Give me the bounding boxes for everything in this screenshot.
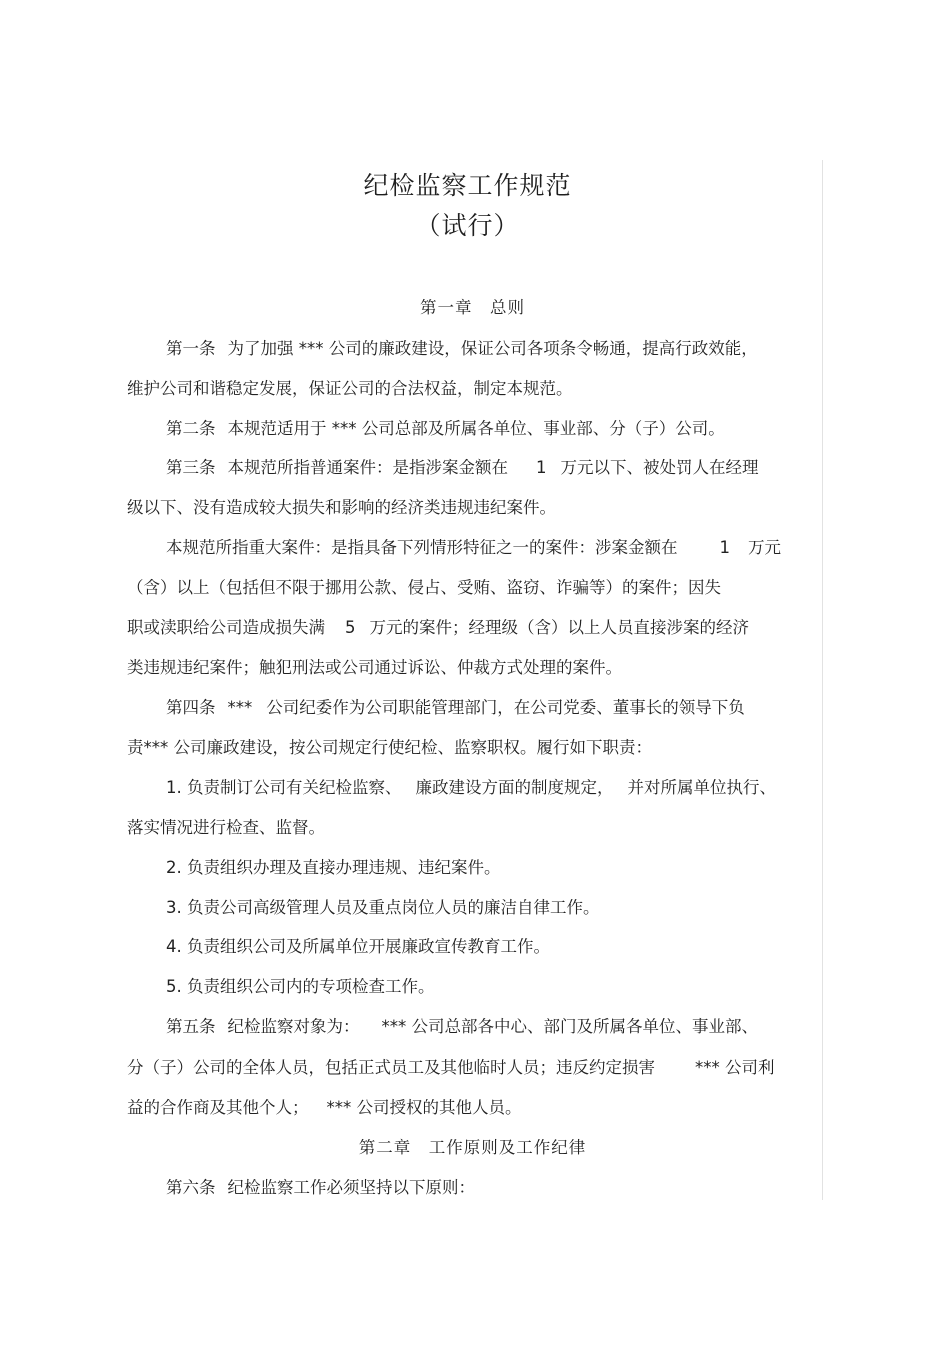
article-4-placeholder: *** [227,698,253,717]
major-cases-loss-amount: 5 [345,618,356,637]
article-5-placeholder: *** [381,1017,407,1036]
major-cases-text-b: 万元 [748,538,781,557]
article-6-label: 第六条 [166,1178,216,1197]
major-cases-line-1 [166,538,781,558]
article-5-text-e: 益的合作商及其他个人； [127,1098,309,1117]
article-5-text-b: 公司总部各中心、部门及所属各单位、事业部、 [411,1017,758,1036]
article-2-line-1 [166,419,725,439]
article-5-line-3 [127,1098,522,1118]
article-4-line-1 [166,698,745,718]
major-cases-text-d: 万元的案件；经理级（含）以上人员直接涉案的经济 [369,618,749,637]
article-5-line-1 [166,1017,758,1037]
article-5-text-c: 分（子）公司的全体人员，包括正式员工及其他临时人员；违反约定损害 [127,1058,655,1077]
article-3-amount: 1 [536,458,547,477]
major-cases-line-4: 类违规违纪案件；触犯刑法或公司通过诉讼、仲裁方式处理的案件。 [127,658,622,677]
article-1-text-b: 公司的廉政建设，保证公司各项条令畅通，提高行政效能， [328,339,758,358]
article-2-text-b: 公司总部及所属各单位、事业部、分（子）公司。 [361,419,725,438]
article-5-text-d: 公司利 [725,1058,775,1077]
article-3-text-b: 万元以下、被处罚人在经理 [560,458,759,477]
article-5-line-2 [127,1058,775,1078]
article-1-text-a: 为了加强 [227,339,294,358]
article-6-text: 纪检监察工作必须坚持以下原则： [227,1178,475,1197]
article-3-label: 第三条 [166,458,216,477]
major-cases-amount: 1 [719,538,730,557]
article-3-line-2: 级以下、没有造成较大损失和影响的经济类违规违纪案件。 [127,498,556,517]
duty-4: 4. 负责组织公司及所属单位开展廉政宣传教育工作。 [166,937,550,956]
duty-2: 2. 负责组织办理及直接办理违规、违纪案件。 [166,858,501,877]
article-1-label: 第一条 [166,339,216,358]
article-4-text-a: 公司纪委作为公司职能管理部门，在公司党委、董事长的领导下负 [266,698,745,717]
article-5-placeholder-2: *** [695,1058,720,1077]
article-3-line-1 [166,458,759,478]
article-4-line-2 [127,738,652,758]
article-5-label: 第五条 [166,1017,216,1036]
article-1-line-2: 维护公司和谐稳定发展，保证公司的合法权益，制定本规范。 [127,379,573,398]
chapter-2-heading: 第二章 工作原则及工作纪律 [358,1138,587,1157]
article-2-placeholder: *** [331,419,357,438]
major-cases-line-3 [127,618,749,638]
major-cases-text-a: 本规范所指重大案件：是指具备下列情形特征之一的案件：涉案金额在 [166,538,678,557]
duty-1-line-1 [166,778,776,798]
duty-1-line-2: 落实情况进行检查、监督。 [127,818,325,837]
duty-1-text-a: 1. 负责制订公司有关纪检监察、 [166,778,402,797]
document-subtitle: （试行） [415,211,520,240]
document-title: 纪检监察工作规范 [363,171,572,200]
article-2-text-a: 本规范适用于 [227,419,327,438]
duty-1-text-b: 廉政建设方面的制度规定， [415,778,614,797]
chapter-1-heading: 第一章 总则 [420,298,525,317]
article-4-text-b: 责*** [127,738,169,757]
major-cases-text-c: 职或渎职给公司造成损失满 [127,618,325,637]
article-1-placeholder: *** [298,339,324,358]
article-4-label: 第四条 [166,698,216,717]
article-1-line-1 [166,339,758,359]
article-2-label: 第二条 [166,419,216,438]
article-3-text-a: 本规范所指普通案件：是指涉案金额在 [227,458,508,477]
article-5-placeholder-3: *** [326,1098,352,1117]
article-5-text-f: 公司授权的其他人员。 [356,1098,522,1117]
article-4-text-c: 公司廉政建设，按公司规定行使纪检、监察职权。履行如下职责： [173,738,652,757]
duty-3: 3. 负责公司高级管理人员及重点岗位人员的廉洁自律工作。 [166,898,600,917]
article-6-line-1 [166,1178,475,1198]
duty-1-text-c: 并对所属单位执行、 [627,778,776,797]
article-5-text-a: 纪检监察对象为： [227,1017,360,1036]
major-cases-line-2: （含）以上（包括但不限于挪用公款、侵占、受贿、盗窃、诈骗等）的案件；因失 [127,578,721,597]
duty-5: 5. 负责组织公司内的专项检查工作。 [166,977,435,996]
